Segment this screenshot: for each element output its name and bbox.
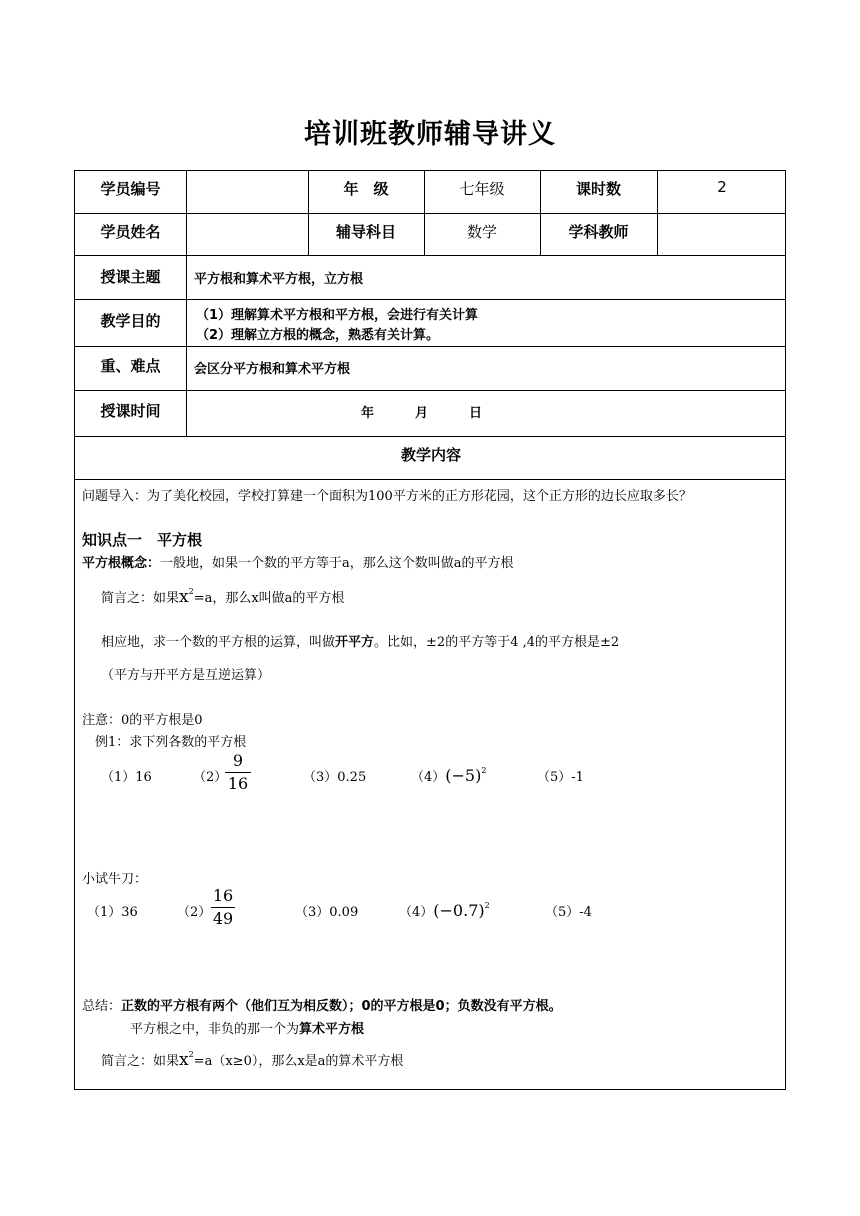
practice-item-5: （5）-4: [545, 905, 592, 920]
corr-prefix: 相应地，求一个数的平方根的运算，叫做: [101, 635, 336, 650]
intro-question: 问题导入：为了美化校园，学校打算建一个面积为100平方米的正方形花园，这个正方形的边长应取多长？: [82, 489, 692, 504]
time-label: 授课时间: [100, 402, 161, 420]
fraction-9-16: [225, 751, 251, 794]
practice-item-4: [399, 901, 490, 920]
document-title: 培训班教师辅导讲义: [304, 119, 556, 150]
example-item-2-label: （2）: [193, 770, 228, 785]
arithmetic-root-line: [130, 1018, 364, 1037]
item-label: （4）: [411, 770, 446, 785]
fraction-numerator: 9: [232, 751, 244, 770]
fraction-denominator: 49: [212, 909, 234, 928]
concept-label: 平方根概念：: [82, 556, 161, 571]
brief-prefix: 简言之：如果: [101, 1054, 180, 1069]
subject-value: 数学: [466, 223, 497, 241]
column-divider: [186, 171, 187, 436]
student-id-label: 学员编号: [100, 180, 161, 198]
student-name-label: 学员姓名: [100, 223, 161, 241]
corr-bold: 开平方: [335, 635, 375, 650]
inverse-note: （平方与开平方是互逆运算）: [101, 668, 271, 683]
arith-bold: 算术平方根: [299, 1022, 365, 1037]
summary-line: [82, 995, 562, 1014]
math-exponent: 2: [188, 1050, 194, 1059]
example-item-4: [411, 766, 486, 785]
example-item-1: （1）16: [101, 770, 152, 785]
brief-suffix: =a（x≥0），那么x是a的算术平方根: [193, 1054, 404, 1069]
teacher-label: 学科教师: [568, 223, 629, 241]
row-divider: [75, 479, 785, 480]
time-month: 月: [415, 406, 429, 421]
hours-value: 2: [717, 178, 727, 196]
topic-value: 平方根和算术平方根，立方根: [194, 272, 364, 287]
row-divider: [75, 255, 785, 256]
goal-line-1: （1）理解算术平方根和平方根，会进行有关计算: [196, 308, 479, 323]
brief-suffix: =a，那么x叫做a的平方根: [193, 591, 345, 606]
fraction-16-49: [211, 886, 235, 929]
fraction-denominator: 16: [227, 774, 249, 793]
brief-prefix: 简言之：如果: [101, 591, 180, 606]
math-var: x: [179, 1050, 189, 1070]
goal-line-2: （2）理解立方根的概念，熟悉有关计算。: [196, 328, 440, 343]
section-title: 知识点一 平方根: [82, 531, 203, 549]
hours-label: 课时数: [575, 180, 621, 198]
example-item-5: （5）-1: [537, 770, 584, 785]
goal-label: 教学目的: [100, 312, 161, 330]
practice-title: 小试牛刀：: [82, 872, 148, 887]
math-exponent: 2: [188, 587, 194, 596]
math-exponent: 2: [484, 901, 490, 910]
summary-label: 总结：: [82, 999, 122, 1014]
practice-item-1: （1）36: [87, 905, 138, 920]
math-var: x: [179, 587, 189, 607]
summary-text: 正数的平方根有两个（他们互为相反数）；0的平方根是0；负数没有平方根。: [121, 999, 562, 1014]
example-title: 例1：求下列各数的平方根: [95, 735, 247, 750]
row-divider: [75, 436, 785, 437]
content-header: 教学内容: [400, 446, 461, 464]
example-item-3: （3）0.25: [303, 770, 367, 785]
key-points-label: 重、难点: [100, 357, 161, 375]
arith-prefix: 平方根之中，非负的那一个为: [130, 1022, 300, 1037]
math-expression: (−5): [445, 766, 482, 785]
practice-item-2-label: （2）: [177, 905, 212, 920]
lesson-sheet: [74, 170, 786, 1090]
time-day: 日: [469, 406, 483, 421]
time-year: 年: [361, 406, 375, 421]
math-expression: (−0.7): [433, 901, 485, 920]
row-divider: [75, 299, 785, 300]
grade-label: 年 级: [343, 180, 389, 198]
note-line: 注意：0的平方根是0: [82, 713, 203, 728]
row-divider: [75, 346, 785, 347]
brief-arithmetic-definition: [101, 1050, 403, 1070]
row-divider: [75, 213, 785, 214]
corresponding-line: [101, 631, 619, 650]
subject-label: 辅导科目: [335, 223, 396, 241]
topic-label: 授课主题: [100, 268, 161, 286]
corr-suffix: 。比如，±2的平方等于4 ,4的平方根是±2: [374, 635, 620, 650]
practice-item-3: （3）0.09: [295, 905, 359, 920]
row-divider: [75, 390, 785, 391]
concept-text: 一般地，如果一个数的平方等于a，那么这个数叫做a的平方根: [160, 556, 514, 571]
key-points-value: 会区分平方根和算术平方根: [194, 362, 351, 377]
fraction-numerator: 16: [212, 886, 234, 905]
concept-line: [82, 552, 514, 571]
item-label: （4）: [399, 905, 434, 920]
brief-definition: [101, 587, 344, 607]
math-exponent: 2: [481, 766, 487, 775]
grade-value: 七年级: [459, 180, 505, 198]
